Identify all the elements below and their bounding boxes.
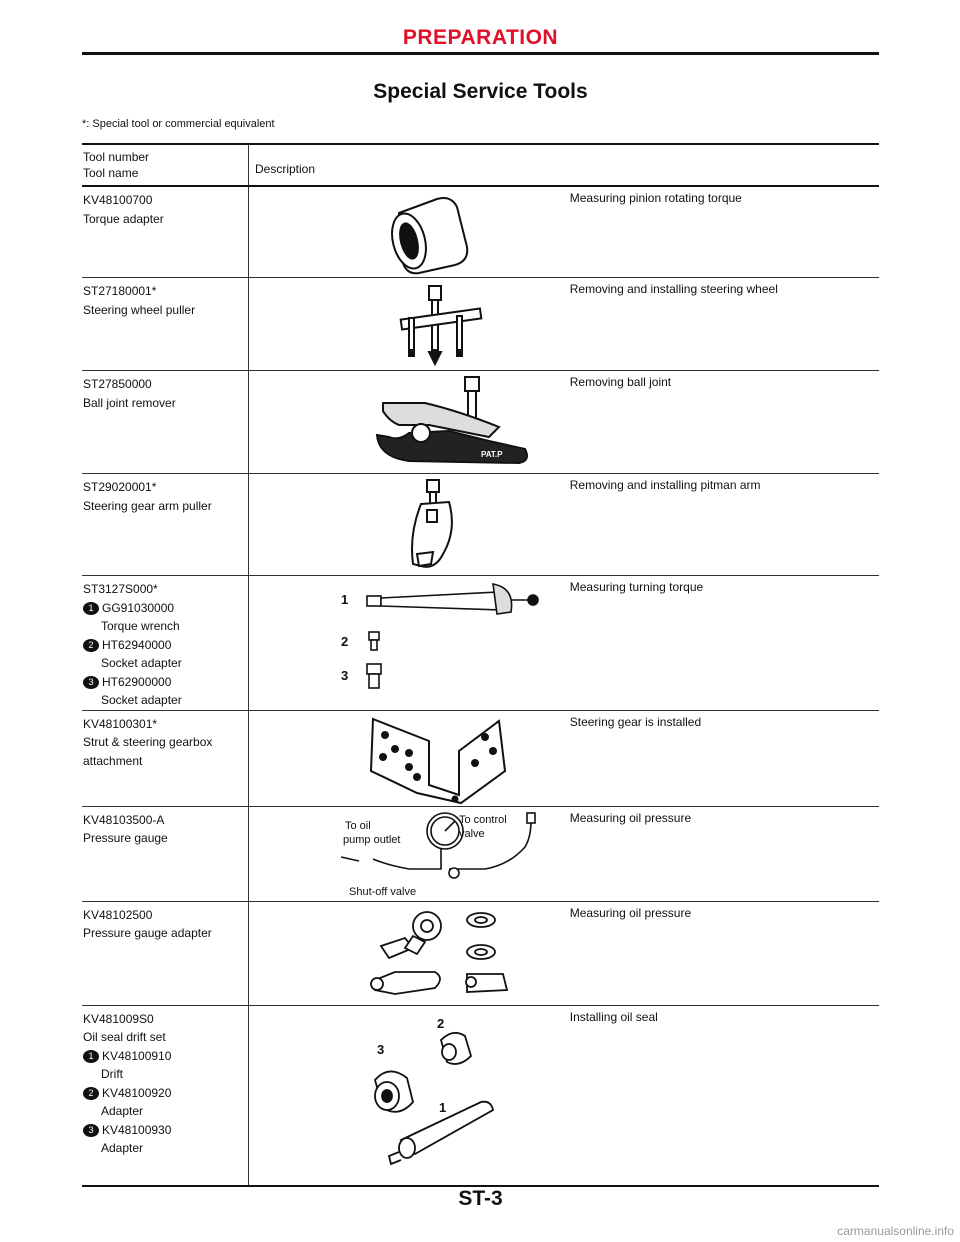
page-title: Special Service Tools [373,80,588,103]
tool-number: KV48102500 [83,907,153,922]
table-row [82,806,879,901]
tool-description: Measuring turning torque [569,580,704,594]
circled-number: 1 [83,1050,99,1063]
tool-figure-cell [249,710,564,806]
sub-tool-number: HT62940000 [102,637,172,652]
section-title: PREPARATION [402,26,559,49]
tool-number: KV48100301* [83,716,158,731]
tool-figure-cell [249,1005,564,1186]
table-row [82,710,879,806]
steering-gear-arm-puller-figure [249,474,625,575]
tool-name: Pressure gauge adapter [83,926,212,940]
label-pump-line1: To oil [345,819,371,832]
sub-tool-1 [83,1047,248,1066]
tool-cell [82,371,249,474]
header-tool-name: Tool name [83,166,139,180]
sub-tool-name: Torque wrench [101,619,180,633]
steering-wheel-puller-figure [249,278,625,370]
tool-cell [82,901,249,1005]
tool-figure-cell [249,371,564,474]
sub-tool-name: Adapter [101,1104,144,1118]
tool-description: Installing oil seal [569,1009,658,1024]
tool-name: Steering wheel puller [83,302,196,317]
label-shutoff: Shut-off valve [349,885,417,898]
sub-tool-2 [83,636,248,655]
gearbox-attachment-figure [249,711,625,806]
tool-figure-cell [249,901,564,1005]
tool-name: Pressure gauge [83,831,168,845]
oil-seal-drift-set-figure [249,1006,625,1185]
tool-cell [82,278,249,371]
page-header [82,26,879,50]
tool-name: Ball joint remover [83,395,176,410]
sub-tool-name: Socket adapter [101,656,182,670]
sub-tool-1 [83,599,248,618]
tool-number: ST27850000 [83,377,152,391]
table-row [82,901,879,1005]
label-pump-line2: pump outlet [343,833,401,846]
tool-number: KV48100700 [83,193,153,207]
sub-tool-name: Socket adapter [101,693,182,707]
tool-description: Removing and installing steering wheel [569,282,778,296]
figure-callout-3: 3 [341,668,349,683]
pressure-gauge-adapter-figure [249,902,625,1005]
figure-callout-3: 3 [377,1041,385,1057]
tool-name: Oil seal drift set [83,1030,166,1044]
label-valve-line1: To control [459,813,507,826]
footnote: *: Special tool or commercial equivalent [82,118,275,130]
tool-name: Steering gear arm puller [83,498,212,513]
sub-tool-number: HT62900000 [102,674,172,689]
table-row [82,186,879,278]
figure-callout-1: 1 [439,1099,447,1115]
tool-figure-cell [249,806,564,901]
pressure-gauge-figure [249,807,625,901]
tool-cell [82,806,249,901]
sub-tool-name: Drift [101,1067,123,1081]
circled-number: 3 [83,676,99,689]
tools-table [82,143,879,1187]
header-tool-number: Tool number [83,150,150,164]
tool-figure-cell [249,474,564,576]
figure-callout-2: 2 [341,634,349,649]
tool-description: Measuring oil pressure [569,905,692,920]
tool-figure-cell [249,576,564,711]
figure-label: PAT.P [481,450,503,459]
torque-wrench-set-figure [249,576,625,708]
sub-tool-number: KV48100910 [102,1048,172,1063]
table-row [82,576,879,711]
label-valve-line2: valve [459,827,485,840]
tool-description: Removing and installing pitman arm [569,478,761,492]
tool-description: Removing ball joint [569,375,672,389]
tool-number: ST27180001* [83,284,157,298]
tool-description: Measuring oil pressure [569,810,692,825]
sub-tool-number: KV48100920 [102,1085,172,1100]
tool-cell [82,474,249,576]
sub-tool-3 [83,1121,248,1140]
table-header [82,144,879,186]
table-row [82,1005,879,1186]
tool-cell [82,710,249,806]
tool-number: KV48103500-A [83,812,165,827]
sub-tool-number: KV48100930 [102,1122,172,1137]
figure-callout-2: 2 [437,1015,445,1031]
tool-description: Steering gear is installed [569,714,702,729]
tool-number: ST3127S000* [83,582,158,596]
watermark: carmanualsonline.info [837,1224,954,1238]
table-row [82,278,879,371]
page-number: ST-3 [458,1187,503,1210]
header-tool [82,144,249,186]
circled-number: 3 [83,1124,99,1137]
table-row [82,371,879,474]
sub-tool-name: Adapter [101,1141,144,1155]
header-description: Description [255,162,316,176]
sub-tool-2 [83,1084,248,1103]
ball-joint-remover-figure [249,371,625,473]
figure-callout-1: 1 [341,592,349,607]
tool-description: Measuring pinion rotating torque [569,191,742,205]
sub-tool-number: GG91030000 [102,600,175,615]
tool-figure-cell [249,278,564,371]
tool-number: ST29020001* [83,480,157,494]
circled-number: 1 [83,602,99,615]
torque-adapter-figure [249,187,625,277]
tool-number: KV481009S0 [83,1011,154,1026]
sub-tool-3 [83,673,248,692]
tool-cell [82,186,249,278]
table-row [82,474,879,576]
circled-number: 2 [83,639,99,652]
tool-name: Torque adapter [83,211,164,226]
tool-name: Strut & steering gearbox attachment [83,735,213,768]
tool-cell [82,1005,249,1186]
tool-figure-cell [249,186,564,278]
tool-cell [82,576,249,711]
header-rule [82,52,879,55]
circled-number: 2 [83,1087,99,1100]
